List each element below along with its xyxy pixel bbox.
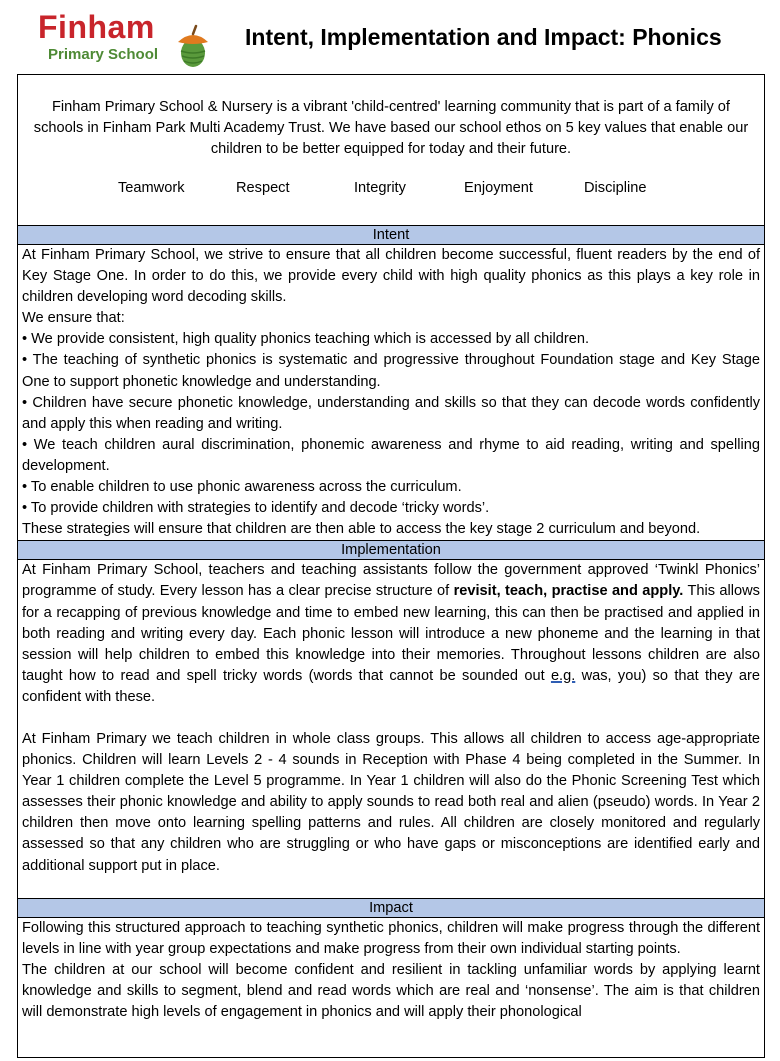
intent-paragraph: At Finham Primary School, we strive to ensure that all children become successful, fluent readers by the end of Key Stage One. In order to do this, we provide every child with high quality phonics as this plays a key role in children developing word decoding skills. <box>22 247 760 306</box>
impact-paragraph: Following this structured approach to teaching synthetic phonics, children will make progress through the different levels in line with year group expectations and make progress from their own individual starting points. <box>22 919 760 957</box>
intent-bullet: • Children have secure phonetic knowledge, understanding and skills so that they can decode words confidently and apply this when reading and writing. <box>22 394 760 432</box>
value-item: Respect <box>236 180 290 196</box>
implementation-body <box>18 560 764 898</box>
logo-subtitle: Primary School <box>48 46 159 63</box>
impact-body <box>18 918 764 1023</box>
value-item: Enjoyment <box>464 180 533 196</box>
intent-ensure-label: We ensure that: <box>22 310 125 327</box>
spacer <box>22 708 760 729</box>
eg-abbreviation: e.g. <box>550 667 576 684</box>
implementation-bold-text: revisit, teach, practise and apply. <box>453 583 684 600</box>
implementation-text: was, you) so that they are confident with these. <box>22 667 760 705</box>
value-item: Teamwork <box>118 180 185 196</box>
implementation-text: At Finham Primary School, teachers and teaching assistants follow the government approved ‘Twinkl Phonics’ programme of study. Every lesson has a clear precise structure of <box>22 562 760 600</box>
page-header <box>0 0 780 74</box>
intent-bullet: • To enable children to use phonic awareness across the curriculum. <box>22 479 462 496</box>
logo-name: Finham <box>38 9 155 45</box>
page-title: Intent, Implementation and Impact: Phonics <box>245 24 722 50</box>
document-table <box>17 74 765 1058</box>
intent-body <box>18 245 764 541</box>
school-logo <box>38 8 218 68</box>
implementation-paragraph <box>22 560 760 708</box>
implementation-paragraph: At Finham Primary we teach children in whole class groups. This allows all children to access age-appropriate phonics. Children will learn Levels 2 - 4 sounds in Reception with Phase 4 being completed in the Summer. In Year 1 children complete the Level 5 programme. In Year 1 children will also do the Phonic Screening Test which assesses their phonic knowledge and ability to apply sounds to read both real and alien (pseudo) words. In Year 2 children then move onto learning spelling patterns and rules. All children are closely monitored and regularly assessed so that any children who are struggling or who have gaps or misconceptions are identified early and additional support put in place. <box>22 730 760 874</box>
intent-bullet: • To provide children with strategies to identify and decode ‘tricky words’. <box>22 500 490 517</box>
spacer <box>22 877 760 898</box>
implementation-heading: Implementation <box>18 541 764 560</box>
impact-paragraph: The children at our school will become confident and resilient in tackling unfamiliar words by applying learnt knowledge and skills to segment, blend and read words which are real and ‘nonsense’. The aim is that children will demonstrate high levels of engagement in phonics and will apply their phonological <box>22 961 760 1020</box>
intent-heading: Intent <box>18 226 764 245</box>
value-item: Integrity <box>354 180 406 196</box>
intent-bullet: • The teaching of synthetic phonics is systematic and progressive throughout Foundation stage and Key Stage One to support phonetic knowledge and understanding. <box>22 352 760 390</box>
intro-text: Finham Primary School & Nursery is a vibrant 'child-centred' learning community that is part of a family of schools in Finham Park Multi Academy Trust. We have based our school ethos on 5 key values that enable our children to be better equipped for today and their future. <box>33 99 749 157</box>
intent-bullet: • We provide consistent, high quality phonics teaching which is accessed by all children. <box>22 331 590 348</box>
values-row <box>28 178 754 199</box>
intro-section <box>18 75 764 226</box>
intent-bullet: • We teach children aural discrimination, phonemic awareness and rhyme to aid reading, writing and spelling development. <box>22 436 760 474</box>
acorn-icon <box>174 22 212 70</box>
value-item: Discipline <box>584 180 647 196</box>
intent-closing: These strategies will ensure that children are then able to access the key stage 2 curriculum and beyond. <box>22 521 701 538</box>
implementation-text: This allows for a recapping of previous knowledge and time to embed new learning, this can then be practised and applied in both reading and writing every day. Each phonic lesson will introduce a new phoneme and the learning in that session will help children to embed this knowledge into their memories. Throughout lessons children are also taught how to read and spell tricky words (words that cannot be sounded out <box>22 583 760 684</box>
impact-heading: Impact <box>18 899 764 918</box>
